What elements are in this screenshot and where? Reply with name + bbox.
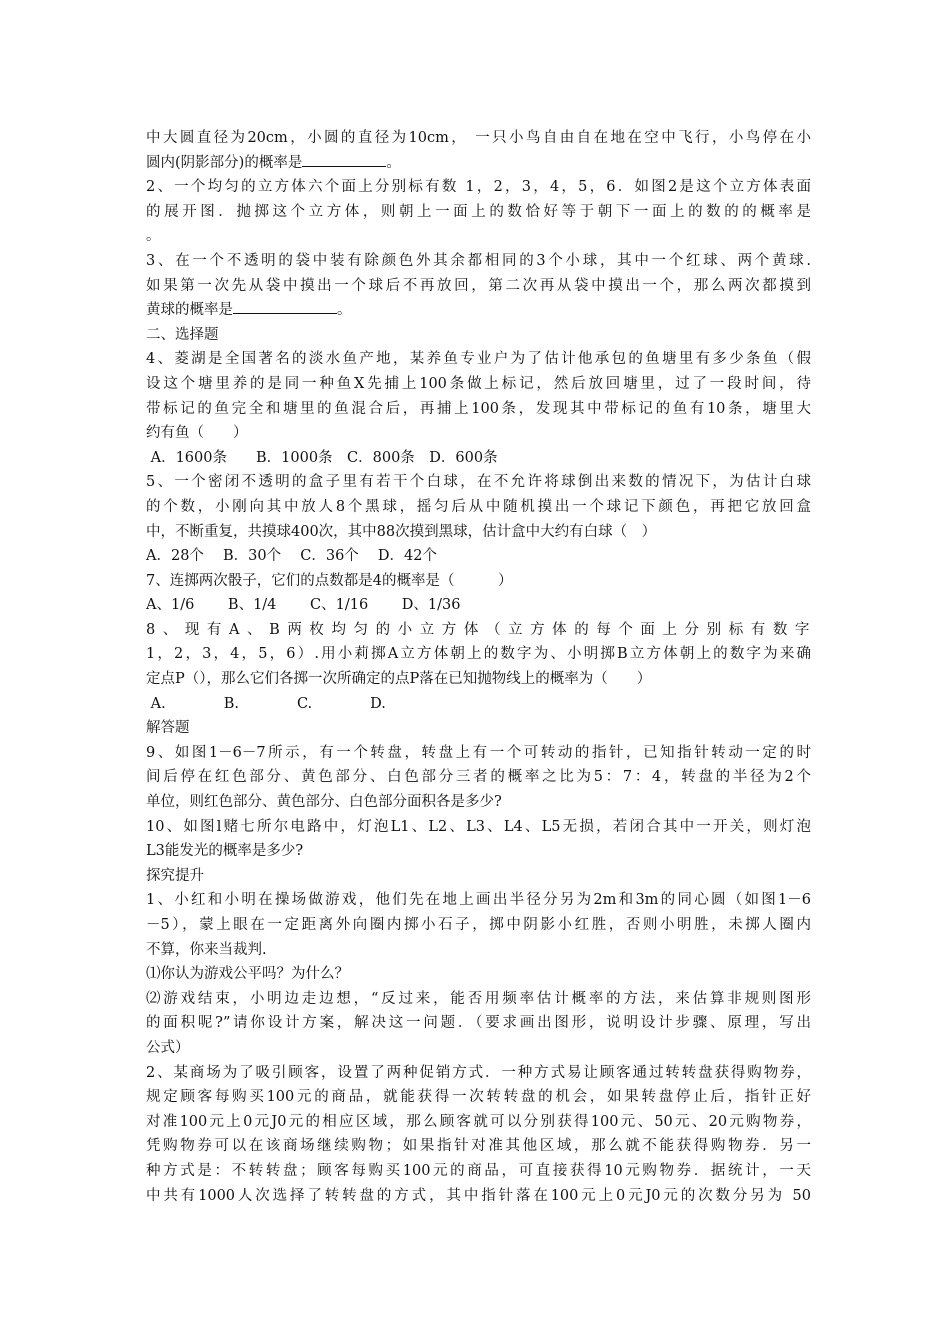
text-line: 单位，则红色部分、黄色部分、白色部分面积各是多少? (146, 794, 502, 811)
text-line: 不算，你来当裁判. (146, 941, 267, 958)
text-line: 对准100元上0元J0元的相应区域，那么顾客就可以分别获得100元、50元、20元购物券， (146, 1113, 811, 1130)
text-line: 7、连掷两次骰子，它们的点数都是4的概率是（ ） (146, 572, 513, 589)
text-line: 3、在一个不透明的袋中装有除颜色外其余都相同的3个小球，其中一个红球、两个黄球. (146, 252, 811, 269)
answer-blank (233, 300, 337, 314)
text-line: 的面积呢?”请你设计方案，解决这一问题．（要求画出图形，说明设计步骤、原理，写出 (146, 1015, 811, 1032)
section-heading: 二、选择题 (146, 326, 219, 343)
text-line: 1，2，3，4，5，6）.用小莉掷A立方体朝上的数字为、小明掷B立方体朝上的数字为来确 (146, 646, 811, 663)
section-heading: 解答题 (146, 720, 190, 737)
text-line: 规定顾客每购买100元的商品，就能获得一次转转盘的机会，如果转盘停止后，指针正好 (146, 1089, 811, 1106)
text-line: 设这个塘里养的是同一种鱼X先捕上100条做上标记，然后放回塘里，过了一段时间，待 (146, 375, 811, 392)
text-line: 约有鱼（ ） (146, 425, 248, 442)
text-line: 圆内(阴影部分)的概率是 。 (146, 154, 401, 171)
text-line: 种方式是：不转转盘；顾客每购买100元的商品，可直接获得10元购物券．据统计，一天 (146, 1162, 811, 1179)
text-line: 8、现有A、B两枚均匀的小立方体（立方体的每个面上分别标有数字 (146, 621, 811, 638)
text-line: 2、一个均匀的立方体六个面上分别标有数 1，2，3，4，5，6．如图2是这个立方体表面 (146, 179, 811, 196)
text-line: 4、菱湖是全国著名的淡水鱼产地，某养鱼专业户为了估计他承包的鱼塘里有多少条鱼（假 (146, 351, 811, 368)
text-line: －5），蒙上眼在一定距离外向圈内掷小石子，掷中阴影小红胜，否则小明胜，未掷人圈内 (146, 917, 811, 933)
text-line: ⑴你认为游戏公平吗？为什么？ (146, 966, 349, 983)
text-line: 中大圆直径为20cm，小圆的直径为10cm， 一只小鸟自由自在地在空中飞行，小鸟停在小 (146, 130, 811, 146)
section-heading: 探究提升 (146, 867, 204, 884)
choice-line: A．1600条 B．1000条 C．800条 D．600条 (146, 449, 498, 466)
text-line: 中共有1000人次选择了转转盘的方式，其中指针落在100元上0元J0元的次数分另为 50 (146, 1187, 811, 1204)
text-line: 中，不断重复，共摸球400次，其中88次摸到黑球，估计盒中大约有白球（ ） (146, 523, 657, 540)
text-line: 1、小红和小明在操场做游戏，他们先在地上画出半径分另为2m和3m的同心圆（如图1－6 (146, 892, 811, 909)
choice-line: A、1/6 B、1/4 C、1/16 D、1/36 (146, 597, 461, 614)
text-line: 。 (146, 228, 161, 245)
text-line: 带标记的鱼完全和塘里的鱼混合后，再捕上100条，发现其中带标记的鱼有10条，塘里大 (146, 400, 811, 417)
choice-line: A. B. C. D. (146, 695, 386, 712)
text-line: 的展开图．抛掷这个立方体，则朝上一面上的数恰好等于朝下一面上的数的的概率是 (146, 203, 811, 220)
text-line: 凭购物券可以在该商场继续购物；如果指针对准其他区域，那么就不能获得购物券．另一 (146, 1138, 811, 1155)
text-line: 定点P（），那么它们各掷一次所确定的点P落在已知抛物线上的概率为（ ） (146, 671, 652, 688)
document-body (146, 126, 811, 1208)
text-line: L3能发光的概率是多少? (146, 843, 304, 860)
text-line: 5、一个密闭不透明的盒子里有若干个白球，在不允许将球倒出来数的情况下，为估计白球 (146, 474, 811, 491)
text-line: 10、如图l赌七所尔电路中，灯泡L1、L2、L3、L4、L5无损，若闭合其中一开关，则灯泡 (146, 818, 811, 835)
text-line: 如果第一次先从袋中摸出一个球后不再放回，第二次再从袋中摸出一个，那么两次都摸到 (146, 277, 811, 294)
text-line: 黄球的概率是 。 (146, 302, 352, 319)
text-line: 的个数，小刚向其中放人8个黑球，摇匀后从中随机摸出一个球记下颜色，再把它放回盒 (146, 498, 811, 515)
text-line: 2、某商场为了吸引顾客，设置了两种促销方式．一种方式易让顾客通过转转盘获得购物券， (146, 1064, 811, 1081)
text-line: ⑵游戏结束，小明边走边想，“反过来，能否用频率估计概率的方法，来估算非规则图形 (146, 990, 811, 1007)
text-line: 9、如图1－6－7所示，有一个转盘，转盘上有一个可转动的指针，已知指针转动一定的时 (146, 744, 811, 761)
text-line: 间后停在红色部分、黄色部分、白色部分三者的概率之比为5：7：4，转盘的半径为2个 (146, 769, 811, 786)
answer-blank (302, 153, 386, 167)
choice-line: A．28个 B．30个 C．36个 D．42个 (146, 548, 437, 565)
text-line: 公式） (146, 1039, 190, 1056)
